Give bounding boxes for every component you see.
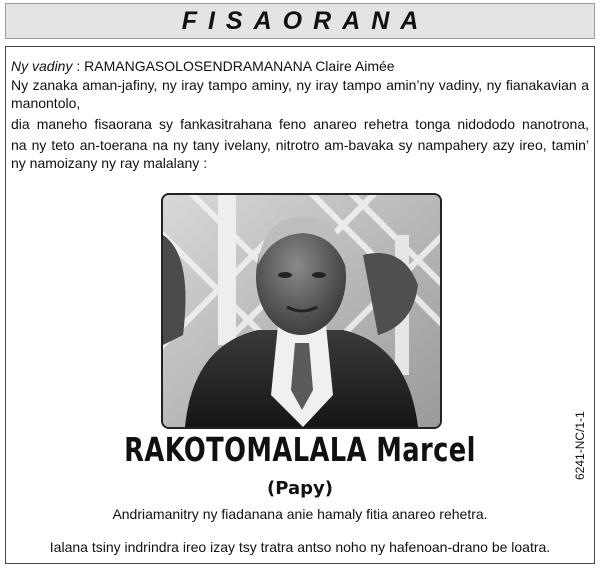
- header-title: FISAORANA: [181, 6, 430, 35]
- intro-line: [11, 57, 395, 75]
- body-line-2: manontolo,: [11, 95, 81, 111]
- reference-code: 6241-NC/1-1: [573, 411, 587, 480]
- body-line-5: ny namoizany ny ray malalany :: [11, 155, 208, 171]
- deceased-nickname: (Papy): [267, 478, 333, 499]
- closing-line-1: Andriamanitry ny fiadanana anie hamaly fitia anareo rehetra.: [112, 506, 488, 522]
- body-line-1: Ny zanaka aman-jafiny, ny iray tampo aminy, ny iray tampo amin’ny vadiny, ny fianakavian a: [11, 77, 589, 93]
- header-banner: [5, 3, 595, 39]
- intro-label: Ny vadiny: [11, 58, 73, 74]
- deceased-name: RAKOTOMALALA Marcel: [124, 430, 476, 469]
- portrait-photo: [161, 193, 442, 429]
- intro-separator: :: [72, 58, 85, 74]
- closing-line-2: Ialana tsiny indrindra ireo izay tsy tratra antso noho ny hafenoan-drano be loatra.: [49, 539, 551, 555]
- portrait-image: [163, 195, 440, 427]
- spouse-name: RAMANGASOLOSENDRAMANANA Claire Aimée: [84, 58, 395, 74]
- body-line-4: na ny teto an-toerana na ny tany ivelany, nitrotro am-bavaka sy nampahery azy ireo, tamin’: [11, 137, 589, 153]
- body-line-3: dia maneho fisaorana sy fankasitrahana feno anareo rehetra tonga nidododo nanotrona,: [11, 116, 589, 132]
